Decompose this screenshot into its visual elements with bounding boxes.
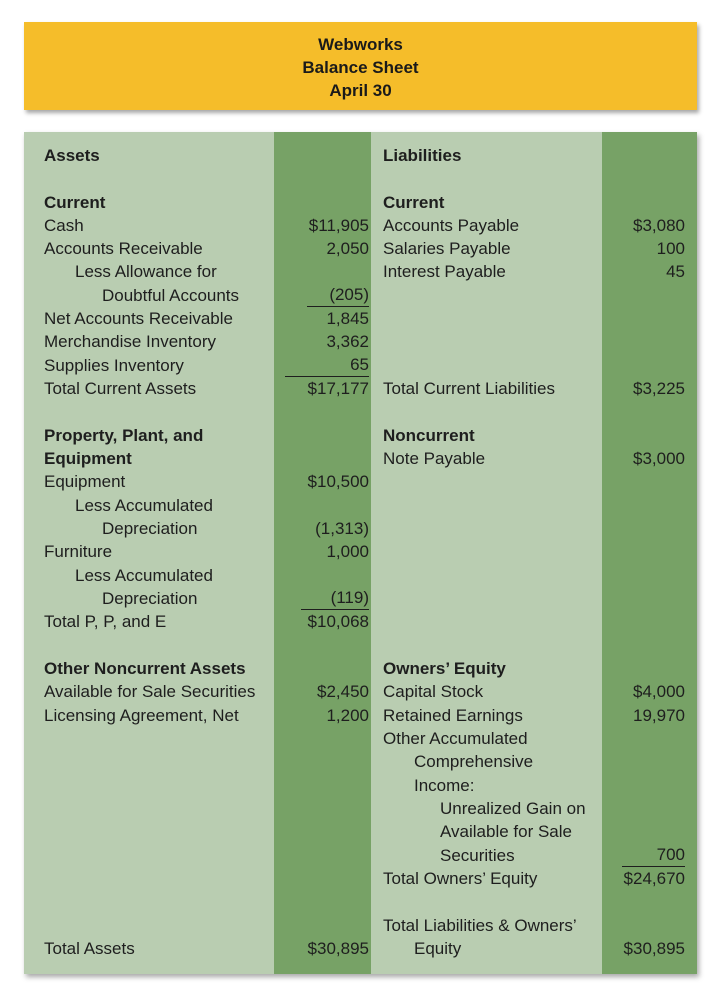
total-assets-row: [44, 937, 369, 960]
line-amount: $24,670: [623, 869, 685, 888]
oci-row-1: [383, 727, 685, 750]
line-label: Furniture: [44, 542, 113, 561]
line-label: Retained Earnings: [383, 706, 523, 725]
line-label: Net Accounts Receivable: [44, 309, 233, 328]
line-amount: 100: [656, 239, 685, 258]
current-liabilities-heading: Current: [383, 193, 445, 212]
line-label: Equity: [414, 939, 462, 958]
line-label: Doubtful Accounts: [102, 286, 240, 305]
statement-date: April 30: [329, 81, 392, 100]
total-current-assets-row: [44, 377, 369, 400]
line-label: Note Payable: [383, 449, 486, 468]
line-amount: 1,200: [326, 706, 369, 725]
ppe-heading-row-1: [44, 424, 369, 447]
equity-heading-row: [383, 657, 685, 680]
furn-accum-row-1: [44, 564, 369, 587]
balance-sheet-panel: [24, 132, 697, 974]
supplies-row: [44, 354, 369, 377]
cash-row: [44, 214, 369, 237]
current-assets-heading-row: [44, 191, 369, 214]
liabilities-heading: Liabilities: [383, 146, 462, 165]
furn-accum-row-2: [44, 587, 369, 610]
line-label: Merchandise Inventory: [44, 332, 216, 351]
ppe-heading-row-2: [44, 447, 369, 470]
line-label: Total P, P, and E: [44, 612, 167, 631]
line-amount: $30,895: [307, 939, 369, 958]
line-amount: $17,177: [307, 379, 369, 398]
line-label: Securities: [440, 846, 515, 865]
assets-heading: Assets: [44, 146, 100, 165]
line-amount: $11,905: [308, 216, 369, 235]
line-label: Income:: [414, 776, 475, 795]
total-le-row-1: [383, 914, 685, 937]
line-label: Available for Sale: [440, 822, 572, 841]
note-payable-row: [383, 447, 685, 470]
company-name: Webworks: [318, 35, 403, 54]
line-amount: 1,000: [326, 542, 369, 561]
statement-header: [24, 22, 697, 110]
line-label: Total Assets: [44, 939, 135, 958]
licensing-row: [44, 704, 369, 727]
gain-row-2: [383, 820, 685, 843]
line-label: Capital Stock: [383, 682, 484, 701]
line-amount: $10,500: [307, 472, 369, 491]
line-amount: 700: [622, 844, 685, 867]
allowance-row-1: [44, 260, 369, 283]
other-noncurrent-heading: Other Noncurrent Assets: [44, 659, 246, 678]
line-amount: (205): [307, 284, 369, 307]
line-label: Depreciation: [102, 519, 198, 538]
equip-accum-row-1: [44, 494, 369, 517]
line-label: Interest Payable: [383, 262, 506, 281]
total-le-row-2: [383, 937, 685, 960]
line-label: Total Current Assets: [44, 379, 197, 398]
line-amount: $4,000: [633, 682, 685, 701]
equity-heading: Owners’ Equity: [383, 659, 506, 678]
line-label: Cash: [44, 216, 84, 235]
liabilities-heading-row: [383, 144, 685, 167]
ppe-heading: Equipment: [44, 449, 132, 468]
line-label: Less Accumulated: [75, 496, 213, 515]
line-label: Salaries Payable: [383, 239, 511, 258]
line-label: Less Allowance for: [75, 262, 217, 281]
afs-row: [44, 680, 369, 703]
ppe-heading: Property, Plant, and: [44, 426, 204, 445]
net-ar-row: [44, 307, 369, 330]
assets-heading-row: [44, 144, 369, 167]
line-label: Total Current Liabilities: [383, 379, 555, 398]
noncurrent-heading-row: [383, 424, 685, 447]
line-amount: (119): [301, 587, 369, 610]
allowance-row-2: [44, 284, 369, 307]
line-label: Depreciation: [102, 589, 198, 608]
retained-earnings-row: [383, 704, 685, 727]
noncurrent-heading: Noncurrent: [383, 426, 475, 445]
total-current-liabilities-row: [383, 377, 685, 400]
line-label: Accounts Receivable: [44, 239, 203, 258]
statement-title: Balance Sheet: [302, 58, 419, 77]
line-label: Accounts Payable: [383, 216, 520, 235]
line-label: Less Accumulated: [75, 566, 213, 585]
line-amount: 19,970: [633, 706, 685, 725]
line-label: Comprehensive: [414, 752, 534, 771]
line-label: Available for Sale Securities: [44, 682, 256, 701]
line-amount: 3,362: [326, 332, 369, 351]
current-assets-heading: Current: [44, 193, 106, 212]
total-ppe-row: [44, 610, 369, 633]
gain-row-1: [383, 797, 685, 820]
line-amount: 65: [285, 354, 369, 377]
total-equity-row: [383, 867, 685, 890]
capital-stock-row: [383, 680, 685, 703]
other-noncurrent-heading-row: [44, 657, 369, 680]
equip-accum-row-2: [44, 517, 369, 540]
line-amount: $3,225: [633, 379, 685, 398]
line-label: Total Owners’ Equity: [383, 869, 538, 888]
line-amount: (1,313): [315, 519, 369, 538]
gain-row-3: [383, 844, 685, 867]
salaries-payable-row: [383, 237, 685, 260]
accounts-receivable-row: [44, 237, 369, 260]
line-amount: $3,080: [633, 216, 685, 235]
line-amount: 1,845: [326, 309, 369, 328]
line-amount: $10,068: [307, 612, 369, 631]
interest-payable-row: [383, 260, 685, 283]
line-label: Unrealized Gain on: [440, 799, 586, 818]
line-amount: $2,450: [317, 682, 369, 701]
line-label: Supplies Inventory: [44, 356, 184, 375]
line-amount: 45: [666, 262, 685, 281]
line-label: Equipment: [44, 472, 126, 491]
line-amount: $30,895: [623, 939, 685, 958]
line-label: Other Accumulated: [383, 729, 528, 748]
line-amount: 2,050: [326, 239, 369, 258]
line-amount: $3,000: [633, 449, 685, 468]
furniture-row: [44, 540, 369, 563]
oci-row-3: [383, 774, 685, 797]
line-label: Licensing Agreement, Net: [44, 706, 239, 725]
merchandise-row: [44, 330, 369, 353]
equipment-row: [44, 470, 369, 493]
accounts-payable-row: [383, 214, 685, 237]
oci-row-2: [383, 750, 685, 773]
current-liabilities-heading-row: [383, 191, 685, 214]
line-label: Total Liabilities & Owners’: [383, 916, 577, 935]
